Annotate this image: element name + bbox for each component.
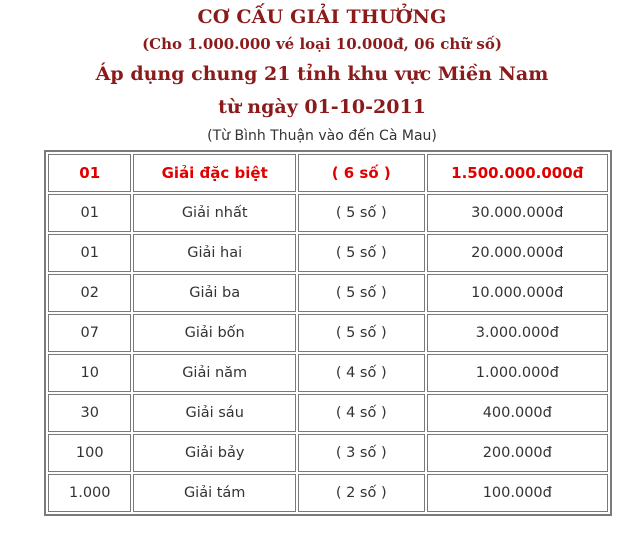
- table-row: [48, 434, 608, 472]
- prize-name: Giải nhất: [133, 194, 295, 232]
- prize-count: 100: [48, 434, 131, 472]
- prize-name: Giải hai: [133, 234, 295, 272]
- effective-date: từ ngày 01-10-2011: [218, 96, 426, 118]
- prize-count: 02: [48, 274, 131, 312]
- prize-name: Giải năm: [133, 354, 295, 392]
- prize-count: 01: [48, 194, 131, 232]
- prize-digits: ( 5 số ): [298, 234, 425, 272]
- region-note: (Từ Bình Thuận vào đến Cà Mau): [207, 128, 437, 144]
- page-title: CƠ CẤU GIẢI THƯỞNG: [197, 6, 447, 28]
- prize-digits: ( 6 số ): [298, 154, 425, 192]
- prize-table: [44, 150, 612, 516]
- prize-count: 07: [48, 314, 131, 352]
- prize-count: 01: [48, 234, 131, 272]
- table-row: [48, 474, 608, 512]
- prize-table-body: [48, 154, 608, 512]
- prize-digits: ( 5 số ): [298, 314, 425, 352]
- scope-heading: Áp dụng chung 21 tỉnh khu vực Miền Nam: [95, 63, 549, 85]
- table-row: [48, 314, 608, 352]
- prize-digits: ( 4 số ): [298, 354, 425, 392]
- prize-name: Giải tám: [133, 474, 295, 512]
- prize-count: 1.000: [48, 474, 131, 512]
- prize-digits: ( 5 số ): [298, 194, 425, 232]
- prize-name: Giải bốn: [133, 314, 295, 352]
- page-subtitle: (Cho 1.000.000 vé loại 10.000đ, 06 chữ số): [142, 35, 502, 53]
- prize-amount: 1.500.000.000đ: [427, 154, 608, 192]
- table-row: [48, 354, 608, 392]
- prize-amount: 3.000.000đ: [427, 314, 608, 352]
- prize-digits: ( 5 số ): [298, 274, 425, 312]
- table-row-special-prize: [48, 154, 608, 192]
- prize-amount: 200.000đ: [427, 434, 608, 472]
- prize-name: Giải đặc biệt: [133, 154, 295, 192]
- prize-count: 30: [48, 394, 131, 432]
- prize-digits: ( 4 số ): [298, 394, 425, 432]
- table-row: [48, 234, 608, 272]
- prize-name: Giải bảy: [133, 434, 295, 472]
- prize-name: Giải ba: [133, 274, 295, 312]
- prize-name: Giải sáu: [133, 394, 295, 432]
- prize-digits: ( 3 số ): [298, 434, 425, 472]
- prize-amount: 400.000đ: [427, 394, 608, 432]
- prize-amount: 1.000.000đ: [427, 354, 608, 392]
- prize-count: 10: [48, 354, 131, 392]
- table-row: [48, 194, 608, 232]
- prize-digits: ( 2 số ): [298, 474, 425, 512]
- prize-amount: 10.000.000đ: [427, 274, 608, 312]
- table-row: [48, 394, 608, 432]
- table-row: [48, 274, 608, 312]
- prize-amount: 100.000đ: [427, 474, 608, 512]
- prize-amount: 20.000.000đ: [427, 234, 608, 272]
- prize-amount: 30.000.000đ: [427, 194, 608, 232]
- prize-count: 01: [48, 154, 131, 192]
